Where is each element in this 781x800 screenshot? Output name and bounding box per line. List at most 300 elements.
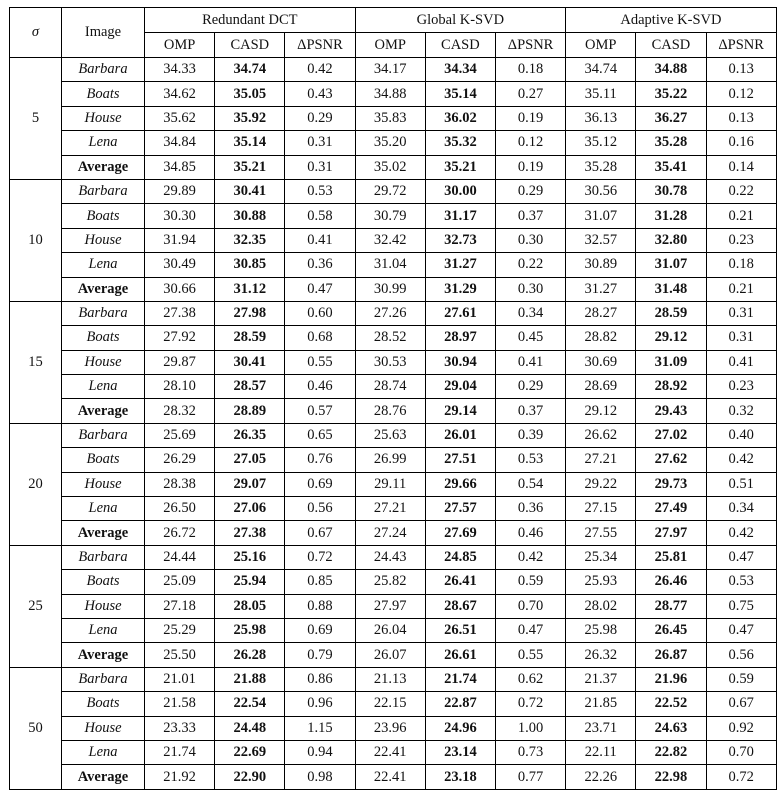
adaptive-dpsnr-cell: 0.70 [706, 740, 776, 764]
dct-casd-cell: 29.07 [215, 472, 285, 496]
adaptive-omp-cell: 30.89 [566, 253, 636, 277]
adaptive-dpsnr-cell: 0.42 [706, 448, 776, 472]
table-row [10, 545, 777, 569]
global-omp-cell: 32.42 [355, 228, 425, 252]
global-dpsnr-cell: 0.12 [495, 131, 565, 155]
subheader-dpsnr: ΔPSNR [706, 33, 776, 58]
table-row [10, 301, 777, 325]
dct-casd-cell: 30.41 [215, 179, 285, 203]
adaptive-omp-cell: 36.13 [566, 106, 636, 130]
adaptive-dpsnr-cell: 0.23 [706, 375, 776, 399]
global-casd-cell: 26.61 [425, 643, 495, 667]
adaptive-dpsnr-cell: 0.92 [706, 716, 776, 740]
dct-dpsnr-cell: 0.53 [285, 179, 355, 203]
dct-dpsnr-cell: 0.57 [285, 399, 355, 423]
global-omp-cell: 26.04 [355, 618, 425, 642]
adaptive-dpsnr-cell: 0.14 [706, 155, 776, 179]
global-dpsnr-cell: 0.36 [495, 497, 565, 521]
dct-omp-cell: 21.58 [145, 692, 215, 716]
dct-omp-cell: 35.62 [145, 106, 215, 130]
global-casd-cell: 29.66 [425, 472, 495, 496]
global-omp-cell: 24.43 [355, 545, 425, 569]
dct-omp-cell: 25.69 [145, 423, 215, 447]
global-dpsnr-cell: 0.59 [495, 570, 565, 594]
dct-omp-cell: 31.94 [145, 228, 215, 252]
global-omp-cell: 28.52 [355, 326, 425, 350]
global-omp-cell: 22.15 [355, 692, 425, 716]
global-dpsnr-cell: 0.54 [495, 472, 565, 496]
global-casd-cell: 26.41 [425, 570, 495, 594]
dct-omp-cell: 21.01 [145, 667, 215, 691]
global-casd-cell: 26.01 [425, 423, 495, 447]
global-casd-cell: 30.00 [425, 179, 495, 203]
dct-omp-cell: 30.66 [145, 277, 215, 301]
image-header: Image [62, 8, 145, 58]
table-row [10, 326, 777, 350]
image-name-cell: Barbara [62, 301, 145, 325]
global-dpsnr-cell: 0.18 [495, 58, 565, 82]
global-dpsnr-cell: 0.29 [495, 375, 565, 399]
dct-dpsnr-cell: 0.96 [285, 692, 355, 716]
adaptive-casd-cell: 34.88 [636, 58, 706, 82]
dct-omp-cell: 34.33 [145, 58, 215, 82]
global-casd-cell: 34.34 [425, 58, 495, 82]
global-dpsnr-cell: 0.47 [495, 618, 565, 642]
adaptive-omp-cell: 35.12 [566, 131, 636, 155]
image-name-cell: Barbara [62, 58, 145, 82]
global-omp-cell: 30.53 [355, 350, 425, 374]
dct-dpsnr-cell: 0.58 [285, 204, 355, 228]
global-omp-cell: 27.26 [355, 301, 425, 325]
adaptive-omp-cell: 25.34 [566, 545, 636, 569]
adaptive-casd-cell: 25.81 [636, 545, 706, 569]
global-omp-cell: 26.99 [355, 448, 425, 472]
table-row [10, 131, 777, 155]
global-casd-cell: 24.85 [425, 545, 495, 569]
global-dpsnr-cell: 0.45 [495, 326, 565, 350]
global-casd-cell: 31.29 [425, 277, 495, 301]
dct-casd-cell: 31.12 [215, 277, 285, 301]
dct-omp-cell: 25.50 [145, 643, 215, 667]
adaptive-omp-cell: 31.27 [566, 277, 636, 301]
sigma-cell: 50 [10, 667, 62, 789]
adaptive-omp-cell: 22.11 [566, 740, 636, 764]
dct-omp-cell: 27.38 [145, 301, 215, 325]
adaptive-omp-cell: 25.98 [566, 618, 636, 642]
subheader-omp: OMP [566, 33, 636, 58]
dct-casd-cell: 35.14 [215, 131, 285, 155]
adaptive-casd-cell: 24.63 [636, 716, 706, 740]
global-casd-cell: 22.87 [425, 692, 495, 716]
dct-dpsnr-cell: 0.76 [285, 448, 355, 472]
image-name-cell: Barbara [62, 545, 145, 569]
table-row [10, 350, 777, 374]
dct-dpsnr-cell: 0.42 [285, 58, 355, 82]
table-row [10, 716, 777, 740]
global-dpsnr-cell: 0.39 [495, 423, 565, 447]
global-dpsnr-cell: 0.77 [495, 765, 565, 789]
dct-dpsnr-cell: 0.86 [285, 667, 355, 691]
global-casd-cell: 23.18 [425, 765, 495, 789]
adaptive-casd-cell: 22.82 [636, 740, 706, 764]
table-row [10, 423, 777, 447]
dct-omp-cell: 27.18 [145, 594, 215, 618]
adaptive-casd-cell: 28.92 [636, 375, 706, 399]
dct-casd-cell: 25.94 [215, 570, 285, 594]
global-casd-cell: 26.51 [425, 618, 495, 642]
dct-omp-cell: 26.72 [145, 521, 215, 545]
dct-casd-cell: 22.54 [215, 692, 285, 716]
dct-omp-cell: 25.29 [145, 618, 215, 642]
global-dpsnr-cell: 0.72 [495, 692, 565, 716]
method-header-redundant-dct: Redundant DCT [145, 8, 356, 33]
dct-dpsnr-cell: 0.29 [285, 106, 355, 130]
adaptive-casd-cell: 26.87 [636, 643, 706, 667]
dct-omp-cell: 34.62 [145, 82, 215, 106]
adaptive-dpsnr-cell: 0.51 [706, 472, 776, 496]
image-name-cell: House [62, 228, 145, 252]
image-name-cell: Boats [62, 204, 145, 228]
dct-omp-cell: 23.33 [145, 716, 215, 740]
image-name-cell: Lena [62, 131, 145, 155]
image-name-cell: Boats [62, 692, 145, 716]
adaptive-dpsnr-cell: 0.21 [706, 204, 776, 228]
image-name-cell: Boats [62, 326, 145, 350]
global-omp-cell: 30.79 [355, 204, 425, 228]
dct-omp-cell: 29.87 [145, 350, 215, 374]
dct-casd-cell: 22.69 [215, 740, 285, 764]
dct-casd-cell: 35.05 [215, 82, 285, 106]
dct-dpsnr-cell: 0.67 [285, 521, 355, 545]
adaptive-casd-cell: 27.49 [636, 497, 706, 521]
adaptive-dpsnr-cell: 0.53 [706, 570, 776, 594]
adaptive-omp-cell: 28.27 [566, 301, 636, 325]
table-row [10, 472, 777, 496]
global-casd-cell: 24.96 [425, 716, 495, 740]
global-omp-cell: 28.76 [355, 399, 425, 423]
dct-omp-cell: 21.92 [145, 765, 215, 789]
adaptive-dpsnr-cell: 0.75 [706, 594, 776, 618]
subheader-dpsnr: ΔPSNR [495, 33, 565, 58]
image-name-cell: House [62, 716, 145, 740]
dct-dpsnr-cell: 0.31 [285, 155, 355, 179]
adaptive-casd-cell: 31.48 [636, 277, 706, 301]
adaptive-dpsnr-cell: 0.31 [706, 326, 776, 350]
adaptive-omp-cell: 30.69 [566, 350, 636, 374]
image-name-cell: House [62, 350, 145, 374]
image-name-cell: Boats [62, 570, 145, 594]
dct-omp-cell: 21.74 [145, 740, 215, 764]
global-dpsnr-cell: 0.27 [495, 82, 565, 106]
adaptive-casd-cell: 35.22 [636, 82, 706, 106]
table-row [10, 497, 777, 521]
adaptive-dpsnr-cell: 0.59 [706, 667, 776, 691]
adaptive-dpsnr-cell: 0.13 [706, 58, 776, 82]
image-name-cell: Lena [62, 740, 145, 764]
table-row [10, 448, 777, 472]
global-dpsnr-cell: 0.37 [495, 399, 565, 423]
image-name-cell: Barbara [62, 179, 145, 203]
dct-casd-cell: 24.48 [215, 716, 285, 740]
table-row [10, 570, 777, 594]
dct-dpsnr-cell: 0.65 [285, 423, 355, 447]
global-omp-cell: 29.72 [355, 179, 425, 203]
subheader-casd: CASD [425, 33, 495, 58]
adaptive-dpsnr-cell: 0.47 [706, 618, 776, 642]
global-casd-cell: 30.94 [425, 350, 495, 374]
table-row [10, 228, 777, 252]
adaptive-dpsnr-cell: 0.42 [706, 521, 776, 545]
adaptive-casd-cell: 36.27 [636, 106, 706, 130]
dct-dpsnr-cell: 0.41 [285, 228, 355, 252]
adaptive-casd-cell: 27.62 [636, 448, 706, 472]
dct-dpsnr-cell: 0.60 [285, 301, 355, 325]
global-dpsnr-cell: 0.62 [495, 667, 565, 691]
global-casd-cell: 35.21 [425, 155, 495, 179]
adaptive-dpsnr-cell: 0.40 [706, 423, 776, 447]
dct-casd-cell: 21.88 [215, 667, 285, 691]
dct-omp-cell: 29.89 [145, 179, 215, 203]
adaptive-casd-cell: 27.02 [636, 423, 706, 447]
global-omp-cell: 22.41 [355, 765, 425, 789]
adaptive-casd-cell: 29.12 [636, 326, 706, 350]
image-name-cell: Barbara [62, 667, 145, 691]
dct-casd-cell: 25.16 [215, 545, 285, 569]
image-name-cell: Lena [62, 253, 145, 277]
image-name-cell: Average [62, 399, 145, 423]
adaptive-casd-cell: 28.77 [636, 594, 706, 618]
image-name-cell: Average [62, 765, 145, 789]
subheader-dpsnr: ΔPSNR [285, 33, 355, 58]
global-casd-cell: 35.32 [425, 131, 495, 155]
dct-dpsnr-cell: 0.85 [285, 570, 355, 594]
global-dpsnr-cell: 0.29 [495, 179, 565, 203]
global-dpsnr-cell: 0.19 [495, 155, 565, 179]
adaptive-omp-cell: 27.55 [566, 521, 636, 545]
dct-dpsnr-cell: 0.69 [285, 472, 355, 496]
image-name-cell: Average [62, 277, 145, 301]
dct-casd-cell: 25.98 [215, 618, 285, 642]
table-row [10, 643, 777, 667]
subheader-casd: CASD [215, 33, 285, 58]
dct-omp-cell: 26.29 [145, 448, 215, 472]
adaptive-omp-cell: 28.82 [566, 326, 636, 350]
global-dpsnr-cell: 0.70 [495, 594, 565, 618]
adaptive-omp-cell: 27.15 [566, 497, 636, 521]
table-row [10, 667, 777, 691]
adaptive-dpsnr-cell: 0.56 [706, 643, 776, 667]
table-body [10, 58, 777, 790]
global-dpsnr-cell: 0.30 [495, 228, 565, 252]
adaptive-omp-cell: 35.28 [566, 155, 636, 179]
global-dpsnr-cell: 0.22 [495, 253, 565, 277]
global-omp-cell: 27.21 [355, 497, 425, 521]
dct-casd-cell: 26.28 [215, 643, 285, 667]
table-row [10, 155, 777, 179]
global-dpsnr-cell: 0.55 [495, 643, 565, 667]
global-omp-cell: 29.11 [355, 472, 425, 496]
dct-omp-cell: 34.84 [145, 131, 215, 155]
adaptive-dpsnr-cell: 0.47 [706, 545, 776, 569]
image-name-cell: Lena [62, 497, 145, 521]
global-casd-cell: 27.61 [425, 301, 495, 325]
adaptive-casd-cell: 22.52 [636, 692, 706, 716]
adaptive-omp-cell: 35.11 [566, 82, 636, 106]
global-casd-cell: 28.67 [425, 594, 495, 618]
dct-casd-cell: 35.92 [215, 106, 285, 130]
dct-dpsnr-cell: 0.94 [285, 740, 355, 764]
dct-casd-cell: 30.85 [215, 253, 285, 277]
image-name-cell: Lena [62, 618, 145, 642]
adaptive-dpsnr-cell: 0.34 [706, 497, 776, 521]
global-casd-cell: 27.51 [425, 448, 495, 472]
dct-dpsnr-cell: 0.68 [285, 326, 355, 350]
global-casd-cell: 36.02 [425, 106, 495, 130]
dct-casd-cell: 30.41 [215, 350, 285, 374]
global-dpsnr-cell: 0.34 [495, 301, 565, 325]
dct-dpsnr-cell: 0.88 [285, 594, 355, 618]
adaptive-casd-cell: 35.41 [636, 155, 706, 179]
adaptive-omp-cell: 29.12 [566, 399, 636, 423]
adaptive-omp-cell: 26.62 [566, 423, 636, 447]
adaptive-omp-cell: 23.71 [566, 716, 636, 740]
image-name-cell: Average [62, 155, 145, 179]
global-omp-cell: 30.99 [355, 277, 425, 301]
adaptive-dpsnr-cell: 0.18 [706, 253, 776, 277]
image-name-cell: House [62, 472, 145, 496]
global-casd-cell: 28.97 [425, 326, 495, 350]
adaptive-dpsnr-cell: 0.31 [706, 301, 776, 325]
global-casd-cell: 27.69 [425, 521, 495, 545]
global-dpsnr-cell: 0.73 [495, 740, 565, 764]
global-omp-cell: 34.88 [355, 82, 425, 106]
table-row [10, 375, 777, 399]
dct-casd-cell: 35.21 [215, 155, 285, 179]
global-omp-cell: 23.96 [355, 716, 425, 740]
adaptive-casd-cell: 29.43 [636, 399, 706, 423]
global-casd-cell: 23.14 [425, 740, 495, 764]
global-omp-cell: 31.04 [355, 253, 425, 277]
global-omp-cell: 22.41 [355, 740, 425, 764]
adaptive-omp-cell: 22.26 [566, 765, 636, 789]
global-casd-cell: 31.27 [425, 253, 495, 277]
adaptive-dpsnr-cell: 0.41 [706, 350, 776, 374]
dct-dpsnr-cell: 0.46 [285, 375, 355, 399]
adaptive-dpsnr-cell: 0.32 [706, 399, 776, 423]
dct-omp-cell: 27.92 [145, 326, 215, 350]
adaptive-dpsnr-cell: 0.21 [706, 277, 776, 301]
table-row [10, 618, 777, 642]
dct-casd-cell: 27.38 [215, 521, 285, 545]
dct-casd-cell: 28.57 [215, 375, 285, 399]
table-row [10, 106, 777, 130]
adaptive-dpsnr-cell: 0.12 [706, 82, 776, 106]
adaptive-casd-cell: 31.09 [636, 350, 706, 374]
dct-dpsnr-cell: 0.31 [285, 131, 355, 155]
adaptive-casd-cell: 26.45 [636, 618, 706, 642]
global-omp-cell: 28.74 [355, 375, 425, 399]
dct-dpsnr-cell: 1.15 [285, 716, 355, 740]
dct-dpsnr-cell: 0.72 [285, 545, 355, 569]
subheader-omp: OMP [355, 33, 425, 58]
psnr-results-table [9, 7, 777, 790]
table-row [10, 253, 777, 277]
dct-casd-cell: 34.74 [215, 58, 285, 82]
dct-casd-cell: 26.35 [215, 423, 285, 447]
global-omp-cell: 35.02 [355, 155, 425, 179]
method-header-adaptive-ksvd: Adaptive K-SVD [566, 8, 777, 33]
adaptive-casd-cell: 31.28 [636, 204, 706, 228]
dct-omp-cell: 28.38 [145, 472, 215, 496]
adaptive-casd-cell: 21.96 [636, 667, 706, 691]
table-row [10, 204, 777, 228]
table-row [10, 277, 777, 301]
adaptive-dpsnr-cell: 0.67 [706, 692, 776, 716]
global-omp-cell: 25.63 [355, 423, 425, 447]
adaptive-omp-cell: 28.02 [566, 594, 636, 618]
dct-omp-cell: 24.44 [145, 545, 215, 569]
adaptive-casd-cell: 27.97 [636, 521, 706, 545]
adaptive-casd-cell: 32.80 [636, 228, 706, 252]
adaptive-dpsnr-cell: 0.72 [706, 765, 776, 789]
global-casd-cell: 27.57 [425, 497, 495, 521]
global-dpsnr-cell: 0.37 [495, 204, 565, 228]
adaptive-omp-cell: 29.22 [566, 472, 636, 496]
global-casd-cell: 35.14 [425, 82, 495, 106]
adaptive-omp-cell: 27.21 [566, 448, 636, 472]
global-omp-cell: 27.97 [355, 594, 425, 618]
global-omp-cell: 21.13 [355, 667, 425, 691]
subheader-casd: CASD [636, 33, 706, 58]
dct-omp-cell: 28.10 [145, 375, 215, 399]
dct-casd-cell: 30.88 [215, 204, 285, 228]
global-dpsnr-cell: 0.42 [495, 545, 565, 569]
dct-casd-cell: 22.90 [215, 765, 285, 789]
adaptive-omp-cell: 28.69 [566, 375, 636, 399]
dct-casd-cell: 28.59 [215, 326, 285, 350]
adaptive-omp-cell: 26.32 [566, 643, 636, 667]
dct-casd-cell: 27.06 [215, 497, 285, 521]
dct-casd-cell: 28.05 [215, 594, 285, 618]
sigma-cell: 20 [10, 423, 62, 545]
subheader-omp: OMP [145, 33, 215, 58]
table-row [10, 594, 777, 618]
table-row [10, 521, 777, 545]
dct-omp-cell: 34.85 [145, 155, 215, 179]
table-row [10, 765, 777, 789]
global-omp-cell: 35.20 [355, 131, 425, 155]
sigma-cell: 15 [10, 301, 62, 423]
adaptive-dpsnr-cell: 0.22 [706, 179, 776, 203]
image-name-cell: Boats [62, 82, 145, 106]
table-row [10, 740, 777, 764]
global-dpsnr-cell: 0.41 [495, 350, 565, 374]
image-name-cell: House [62, 106, 145, 130]
adaptive-casd-cell: 30.78 [636, 179, 706, 203]
global-dpsnr-cell: 1.00 [495, 716, 565, 740]
adaptive-omp-cell: 21.37 [566, 667, 636, 691]
adaptive-casd-cell: 29.73 [636, 472, 706, 496]
dct-dpsnr-cell: 0.69 [285, 618, 355, 642]
dct-dpsnr-cell: 0.79 [285, 643, 355, 667]
global-dpsnr-cell: 0.30 [495, 277, 565, 301]
adaptive-omp-cell: 34.74 [566, 58, 636, 82]
sigma-cell: 10 [10, 179, 62, 301]
global-casd-cell: 32.73 [425, 228, 495, 252]
adaptive-dpsnr-cell: 0.16 [706, 131, 776, 155]
global-casd-cell: 29.14 [425, 399, 495, 423]
global-casd-cell: 29.04 [425, 375, 495, 399]
